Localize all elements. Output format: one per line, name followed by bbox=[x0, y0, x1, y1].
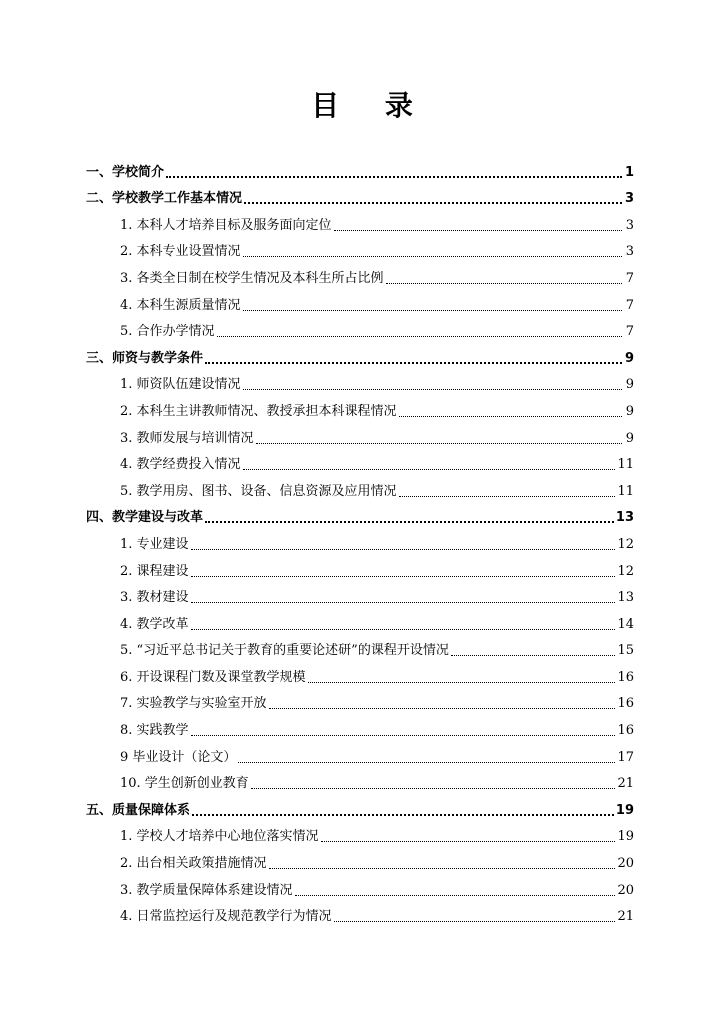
toc-page-number: 16 bbox=[617, 723, 634, 739]
toc-subsection-entry[interactable] bbox=[86, 207, 634, 234]
toc-dot-leader bbox=[256, 442, 622, 444]
toc-page-number: 9 bbox=[624, 350, 634, 366]
toc-page-number: 1 bbox=[624, 164, 634, 180]
toc-dot-leader bbox=[217, 335, 622, 337]
toc-page-number: 19 bbox=[617, 829, 634, 845]
toc-entry-label: 2. 课程建设 bbox=[120, 563, 189, 579]
toc-dot-leader bbox=[386, 282, 622, 284]
toc-subsection-entry[interactable] bbox=[86, 393, 634, 420]
toc-section-entry[interactable] bbox=[86, 792, 634, 819]
toc-page-number: 9 bbox=[625, 403, 634, 419]
toc-dot-leader bbox=[243, 468, 616, 470]
toc-page-number: 15 bbox=[617, 643, 634, 659]
toc-page-number: 19 bbox=[615, 802, 634, 818]
toc-subsection-entry[interactable] bbox=[86, 314, 634, 341]
toc-subsection-entry[interactable] bbox=[86, 553, 634, 580]
toc-page-number: 3 bbox=[625, 244, 634, 260]
toc-dot-leader bbox=[399, 415, 622, 417]
toc-entry-label: 4. 教学改革 bbox=[120, 616, 189, 632]
toc-entry-label: 5. 合作办学情况 bbox=[120, 324, 215, 340]
toc-entry-label: 四、教学建设与改革 bbox=[86, 510, 204, 526]
toc-subsection-entry[interactable] bbox=[86, 287, 634, 314]
toc-page-number: 16 bbox=[617, 696, 634, 712]
toc-page-number: 7 bbox=[625, 324, 634, 340]
toc-page-number: 11 bbox=[617, 483, 634, 499]
toc-entry-label: 一、学校简介 bbox=[86, 164, 165, 180]
toc-page-number: 7 bbox=[625, 270, 634, 286]
toc-subsection-entry[interactable] bbox=[86, 686, 634, 713]
toc-entry-label: 3. 教师发展与培训情况 bbox=[120, 430, 254, 446]
toc-entry-label: 4. 本科生源质量情况 bbox=[120, 297, 241, 313]
toc-subsection-entry[interactable] bbox=[86, 234, 634, 261]
table-of-contents bbox=[86, 154, 634, 925]
toc-dot-leader bbox=[334, 229, 622, 231]
toc-dot-leader bbox=[334, 920, 616, 922]
toc-subsection-entry[interactable] bbox=[86, 260, 634, 287]
toc-dot-leader bbox=[191, 575, 616, 577]
toc-subsection-entry[interactable] bbox=[86, 899, 634, 926]
toc-subsection-entry[interactable] bbox=[86, 606, 634, 633]
toc-entry-label: 8. 实践教学 bbox=[120, 723, 189, 739]
toc-page-number: 12 bbox=[617, 536, 634, 552]
toc-entry-label: 2. 本科专业设置情况 bbox=[120, 244, 241, 260]
toc-dot-leader bbox=[191, 548, 616, 550]
toc-entry-label: 4. 教学经费投入情况 bbox=[120, 457, 241, 473]
toc-subsection-entry[interactable] bbox=[86, 659, 634, 686]
toc-section-entry[interactable] bbox=[86, 340, 634, 367]
toc-dot-leader bbox=[166, 175, 622, 178]
toc-page-number: 9 bbox=[625, 377, 634, 393]
toc-subsection-entry[interactable] bbox=[86, 473, 634, 500]
toc-entry-label: 10. 学生创新创业教育 bbox=[120, 776, 249, 792]
toc-subsection-entry[interactable] bbox=[86, 420, 634, 447]
toc-entry-label: 3. 各类全日制在校学生情况及本科生所占比例 bbox=[120, 270, 384, 286]
toc-page-number: 12 bbox=[617, 563, 634, 579]
toc-page-number: 7 bbox=[625, 297, 634, 313]
toc-entry-label: 6. 开设课程门数及课堂教学规模 bbox=[120, 669, 306, 685]
toc-page-number: 20 bbox=[617, 856, 634, 872]
toc-entry-label: 1. 本科人才培养目标及服务面向定位 bbox=[120, 217, 332, 233]
toc-dot-leader bbox=[308, 681, 616, 683]
toc-subsection-entry[interactable] bbox=[86, 819, 634, 846]
toc-dot-leader bbox=[321, 840, 616, 842]
toc-page-number: 3 bbox=[625, 217, 634, 233]
toc-dot-leader bbox=[244, 201, 622, 204]
toc-subsection-entry[interactable] bbox=[86, 845, 634, 872]
toc-page-number: 17 bbox=[617, 749, 634, 765]
toc-entry-label: 9 毕业设计（论文） bbox=[120, 749, 237, 765]
toc-dot-leader bbox=[243, 255, 622, 257]
toc-page-number: 11 bbox=[617, 457, 634, 473]
toc-dot-leader bbox=[269, 867, 616, 869]
page-title: 目 录 bbox=[311, 89, 431, 122]
toc-page-number: 13 bbox=[615, 510, 634, 526]
toc-dot-leader bbox=[451, 654, 616, 656]
toc-subsection-entry[interactable] bbox=[86, 872, 634, 899]
toc-entry-label: 1. 学校人才培养中心地位落实情况 bbox=[120, 829, 319, 845]
toc-subsection-entry[interactable] bbox=[86, 580, 634, 607]
toc-dot-leader bbox=[243, 309, 622, 311]
toc-page-number: 9 bbox=[625, 430, 634, 446]
toc-entry-label: 2. 出台相关政策措施情况 bbox=[120, 856, 267, 872]
toc-page-number: 21 bbox=[617, 909, 634, 925]
toc-dot-leader bbox=[191, 628, 616, 630]
toc-dot-leader bbox=[243, 388, 622, 390]
toc-subsection-entry[interactable] bbox=[86, 447, 634, 474]
toc-subsection-entry[interactable] bbox=[86, 367, 634, 394]
toc-subsection-entry[interactable] bbox=[86, 739, 634, 766]
toc-page-number: 14 bbox=[617, 616, 634, 632]
toc-entry-label: 1. 师资队伍建设情况 bbox=[120, 377, 241, 393]
toc-section-entry[interactable] bbox=[86, 154, 634, 181]
toc-entry-label: 3. 教材建设 bbox=[120, 590, 189, 606]
toc-dot-leader bbox=[191, 601, 616, 603]
toc-dot-leader bbox=[295, 894, 616, 896]
toc-entry-label: 三、师资与教学条件 bbox=[86, 350, 204, 366]
toc-page-number: 16 bbox=[617, 669, 634, 685]
toc-page-number: 20 bbox=[617, 882, 634, 898]
toc-entry-label: 5. “习近平总书记关于教育的重要论述研”的课程开设情况 bbox=[120, 643, 449, 659]
toc-dot-leader bbox=[238, 761, 615, 763]
toc-subsection-entry[interactable] bbox=[86, 526, 634, 553]
toc-entry-label: 4. 日常监控运行及规范教学行为情况 bbox=[120, 909, 332, 925]
toc-entry-label: 5. 教学用房、图书、设备、信息资源及应用情况 bbox=[120, 483, 397, 499]
toc-entry-label: 7. 实验教学与实验室开放 bbox=[120, 696, 267, 712]
toc-entry-label: 2. 本科生主讲教师情况、教授承担本科课程情况 bbox=[120, 403, 397, 419]
toc-page-number: 13 bbox=[617, 590, 634, 606]
toc-dot-leader bbox=[205, 361, 622, 364]
toc-page-number: 3 bbox=[624, 191, 634, 207]
toc-entry-label: 五、质量保障体系 bbox=[86, 802, 191, 818]
toc-section-entry[interactable] bbox=[86, 181, 634, 208]
toc-section-entry[interactable] bbox=[86, 500, 634, 527]
toc-entry-label: 3. 教学质量保障体系建设情况 bbox=[120, 882, 293, 898]
toc-dot-leader bbox=[251, 787, 616, 789]
toc-subsection-entry[interactable] bbox=[86, 712, 634, 739]
toc-subsection-entry[interactable] bbox=[86, 633, 634, 660]
toc-dot-leader bbox=[205, 520, 614, 523]
toc-dot-leader bbox=[192, 813, 614, 816]
toc-entry-label: 1. 专业建设 bbox=[120, 536, 189, 552]
toc-dot-leader bbox=[269, 707, 616, 709]
toc-entry-label: 二、学校教学工作基本情况 bbox=[86, 191, 243, 207]
toc-dot-leader bbox=[191, 734, 616, 736]
toc-page-number: 21 bbox=[617, 776, 634, 792]
toc-dot-leader bbox=[399, 495, 616, 497]
toc-subsection-entry[interactable] bbox=[86, 766, 634, 793]
